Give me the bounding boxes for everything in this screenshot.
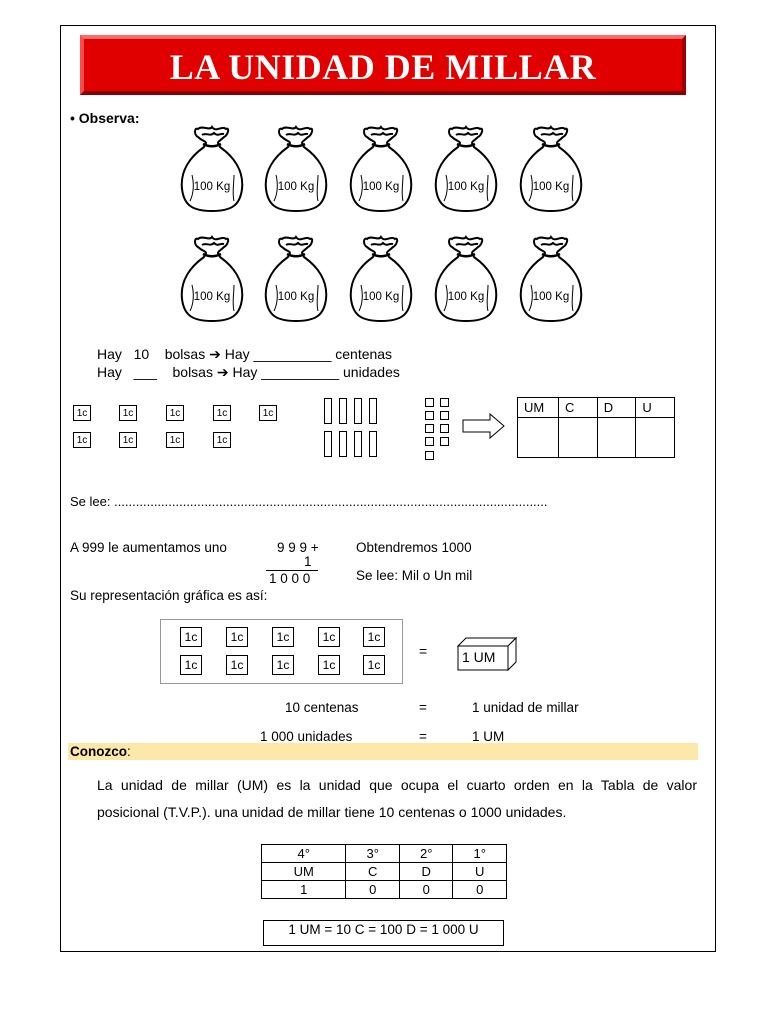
sack-icon bbox=[515, 123, 587, 213]
equals-sign: = bbox=[419, 643, 428, 659]
tvp-empty-cell bbox=[518, 418, 559, 458]
sack-label: 100 Kg bbox=[193, 291, 231, 303]
hundred-box: 1c bbox=[272, 655, 294, 675]
ten-rod bbox=[324, 431, 332, 457]
hundred-box: 1c bbox=[226, 627, 248, 647]
pv-cell: 4° bbox=[262, 845, 346, 863]
tvp-header-cell: D bbox=[597, 398, 636, 418]
unit-cube bbox=[440, 398, 449, 407]
pv-cell: 1° bbox=[453, 845, 507, 863]
sum-result-number: 1 0 0 0 bbox=[269, 571, 311, 586]
unit-cube bbox=[425, 437, 434, 446]
ten-rod bbox=[369, 398, 377, 424]
sack-label: 100 Kg bbox=[362, 291, 400, 303]
hundred-box: 1c bbox=[213, 432, 231, 448]
sack-icon bbox=[176, 123, 248, 213]
page-title: LA UNIDAD DE MILLAR bbox=[169, 47, 597, 87]
tvp-empty-cell bbox=[559, 418, 598, 458]
pv-cell: U bbox=[453, 863, 507, 881]
sack-label: 100 Kg bbox=[447, 181, 485, 193]
formula-box bbox=[263, 920, 504, 946]
hundred-box: 1c bbox=[180, 655, 202, 675]
eq1-sign: = bbox=[419, 700, 427, 715]
right-arrow-icon bbox=[462, 412, 506, 440]
sack-icon bbox=[515, 233, 587, 323]
hundred-box: 1c bbox=[226, 655, 248, 675]
sum-reads: Se lee: Mil o Un mil bbox=[356, 568, 473, 583]
pv-cell: UM bbox=[262, 863, 346, 881]
sack-icon bbox=[176, 233, 248, 323]
title-banner bbox=[80, 35, 686, 95]
sack-label: 100 Kg bbox=[193, 181, 231, 193]
pv-cell: D bbox=[399, 863, 453, 881]
eq2-sign: = bbox=[419, 729, 427, 744]
hundred-box: 1c bbox=[180, 627, 202, 647]
ten-rod bbox=[339, 431, 347, 457]
pv-cell: 0 bbox=[453, 881, 507, 899]
sack-label: 100 Kg bbox=[277, 291, 315, 303]
hundred-box: 1c bbox=[166, 432, 184, 448]
sum-result-text: Obtendremos 1000 bbox=[356, 540, 472, 555]
tvp-header-cell: U bbox=[636, 398, 675, 418]
pv-cell: C bbox=[346, 863, 400, 881]
ten-rod bbox=[354, 398, 362, 424]
ten-rod bbox=[354, 431, 362, 457]
line-1: Hay 10 bolsas ➔ Hay __________ centenas bbox=[97, 346, 393, 362]
sack-label: 100 Kg bbox=[532, 181, 570, 193]
eq2-right: 1 UM bbox=[472, 729, 505, 744]
place-value-table-empty bbox=[517, 397, 675, 458]
hundred-box: 1c bbox=[318, 627, 340, 647]
place-value-table bbox=[261, 844, 507, 899]
ten-rod bbox=[339, 398, 347, 424]
sum-text: A 999 le aumentamos uno bbox=[70, 540, 227, 555]
formula-text: 1 UM = 10 C = 100 D = 1 000 U bbox=[288, 922, 479, 937]
hundred-box: 1c bbox=[272, 627, 294, 647]
tvp-header-cell: UM bbox=[518, 398, 559, 418]
sum-addend-1: 9 9 9 + bbox=[277, 540, 319, 555]
sum-addend-2: 1 bbox=[304, 554, 312, 569]
tvp-empty-cell bbox=[636, 418, 675, 458]
hundred-box: 1c bbox=[119, 432, 137, 448]
unit-cube bbox=[425, 424, 434, 433]
sack-label: 100 Kg bbox=[277, 181, 315, 193]
hundred-box: 1c bbox=[318, 655, 340, 675]
pv-cell: 1 bbox=[262, 881, 346, 899]
unit-cube bbox=[440, 411, 449, 420]
sack-label: 100 Kg bbox=[447, 291, 485, 303]
sack-label: 100 Kg bbox=[362, 181, 400, 193]
hundred-box: 1c bbox=[259, 405, 277, 421]
grafica-text: Su representación gráfica es así: bbox=[70, 588, 268, 603]
conozco-highlight bbox=[68, 743, 698, 760]
hundred-box: 1c bbox=[73, 405, 91, 421]
conozco-label: Conozco: bbox=[70, 744, 131, 759]
eq1-left: 10 centenas bbox=[285, 700, 359, 715]
sack-icon bbox=[430, 233, 502, 323]
sack-icon bbox=[260, 123, 332, 213]
unit-cube bbox=[440, 437, 449, 446]
hundred-box: 1c bbox=[166, 405, 184, 421]
tvp-header-cell: C bbox=[559, 398, 598, 418]
observa-label: • Observa: bbox=[70, 110, 140, 126]
paragraph-line-1: La unidad de millar (UM) es la unidad que ocupa el cuarto orden en la Tabla de valor bbox=[97, 777, 697, 793]
hundred-box: 1c bbox=[73, 432, 91, 448]
hundred-box: 1c bbox=[119, 405, 137, 421]
tvp-empty-cell bbox=[597, 418, 636, 458]
hundred-box: 1c bbox=[213, 405, 231, 421]
unit-cube bbox=[425, 451, 434, 460]
pv-cell: 3° bbox=[346, 845, 400, 863]
eq2-left: 1 000 unidades bbox=[260, 729, 353, 744]
pv-cell: 2° bbox=[399, 845, 453, 863]
sack-icon bbox=[260, 233, 332, 323]
paragraph-line-2: posicional (T.V.P.). una unidad de millar tiene 10 centenas o 1000 unidades. bbox=[97, 804, 567, 820]
eq1-right: 1 unidad de millar bbox=[472, 700, 579, 715]
se-lee-line: Se lee: ........................................................................................................................ bbox=[70, 494, 548, 509]
cube-label: 1 UM bbox=[462, 649, 496, 665]
ten-rod bbox=[324, 398, 332, 424]
sack-label: 100 Kg bbox=[532, 291, 570, 303]
line-2: Hay ___ bolsas ➔ Hay __________ unidades bbox=[97, 364, 400, 380]
pv-cell: 0 bbox=[346, 881, 400, 899]
ten-rod bbox=[369, 431, 377, 457]
sack-icon bbox=[430, 123, 502, 213]
pv-cell: 0 bbox=[399, 881, 453, 899]
unit-cube bbox=[425, 398, 434, 407]
hundred-box: 1c bbox=[363, 655, 385, 675]
sack-icon bbox=[345, 123, 417, 213]
unit-cube bbox=[440, 424, 449, 433]
unit-cube bbox=[425, 411, 434, 420]
hundred-box: 1c bbox=[363, 627, 385, 647]
sack-icon bbox=[345, 233, 417, 323]
